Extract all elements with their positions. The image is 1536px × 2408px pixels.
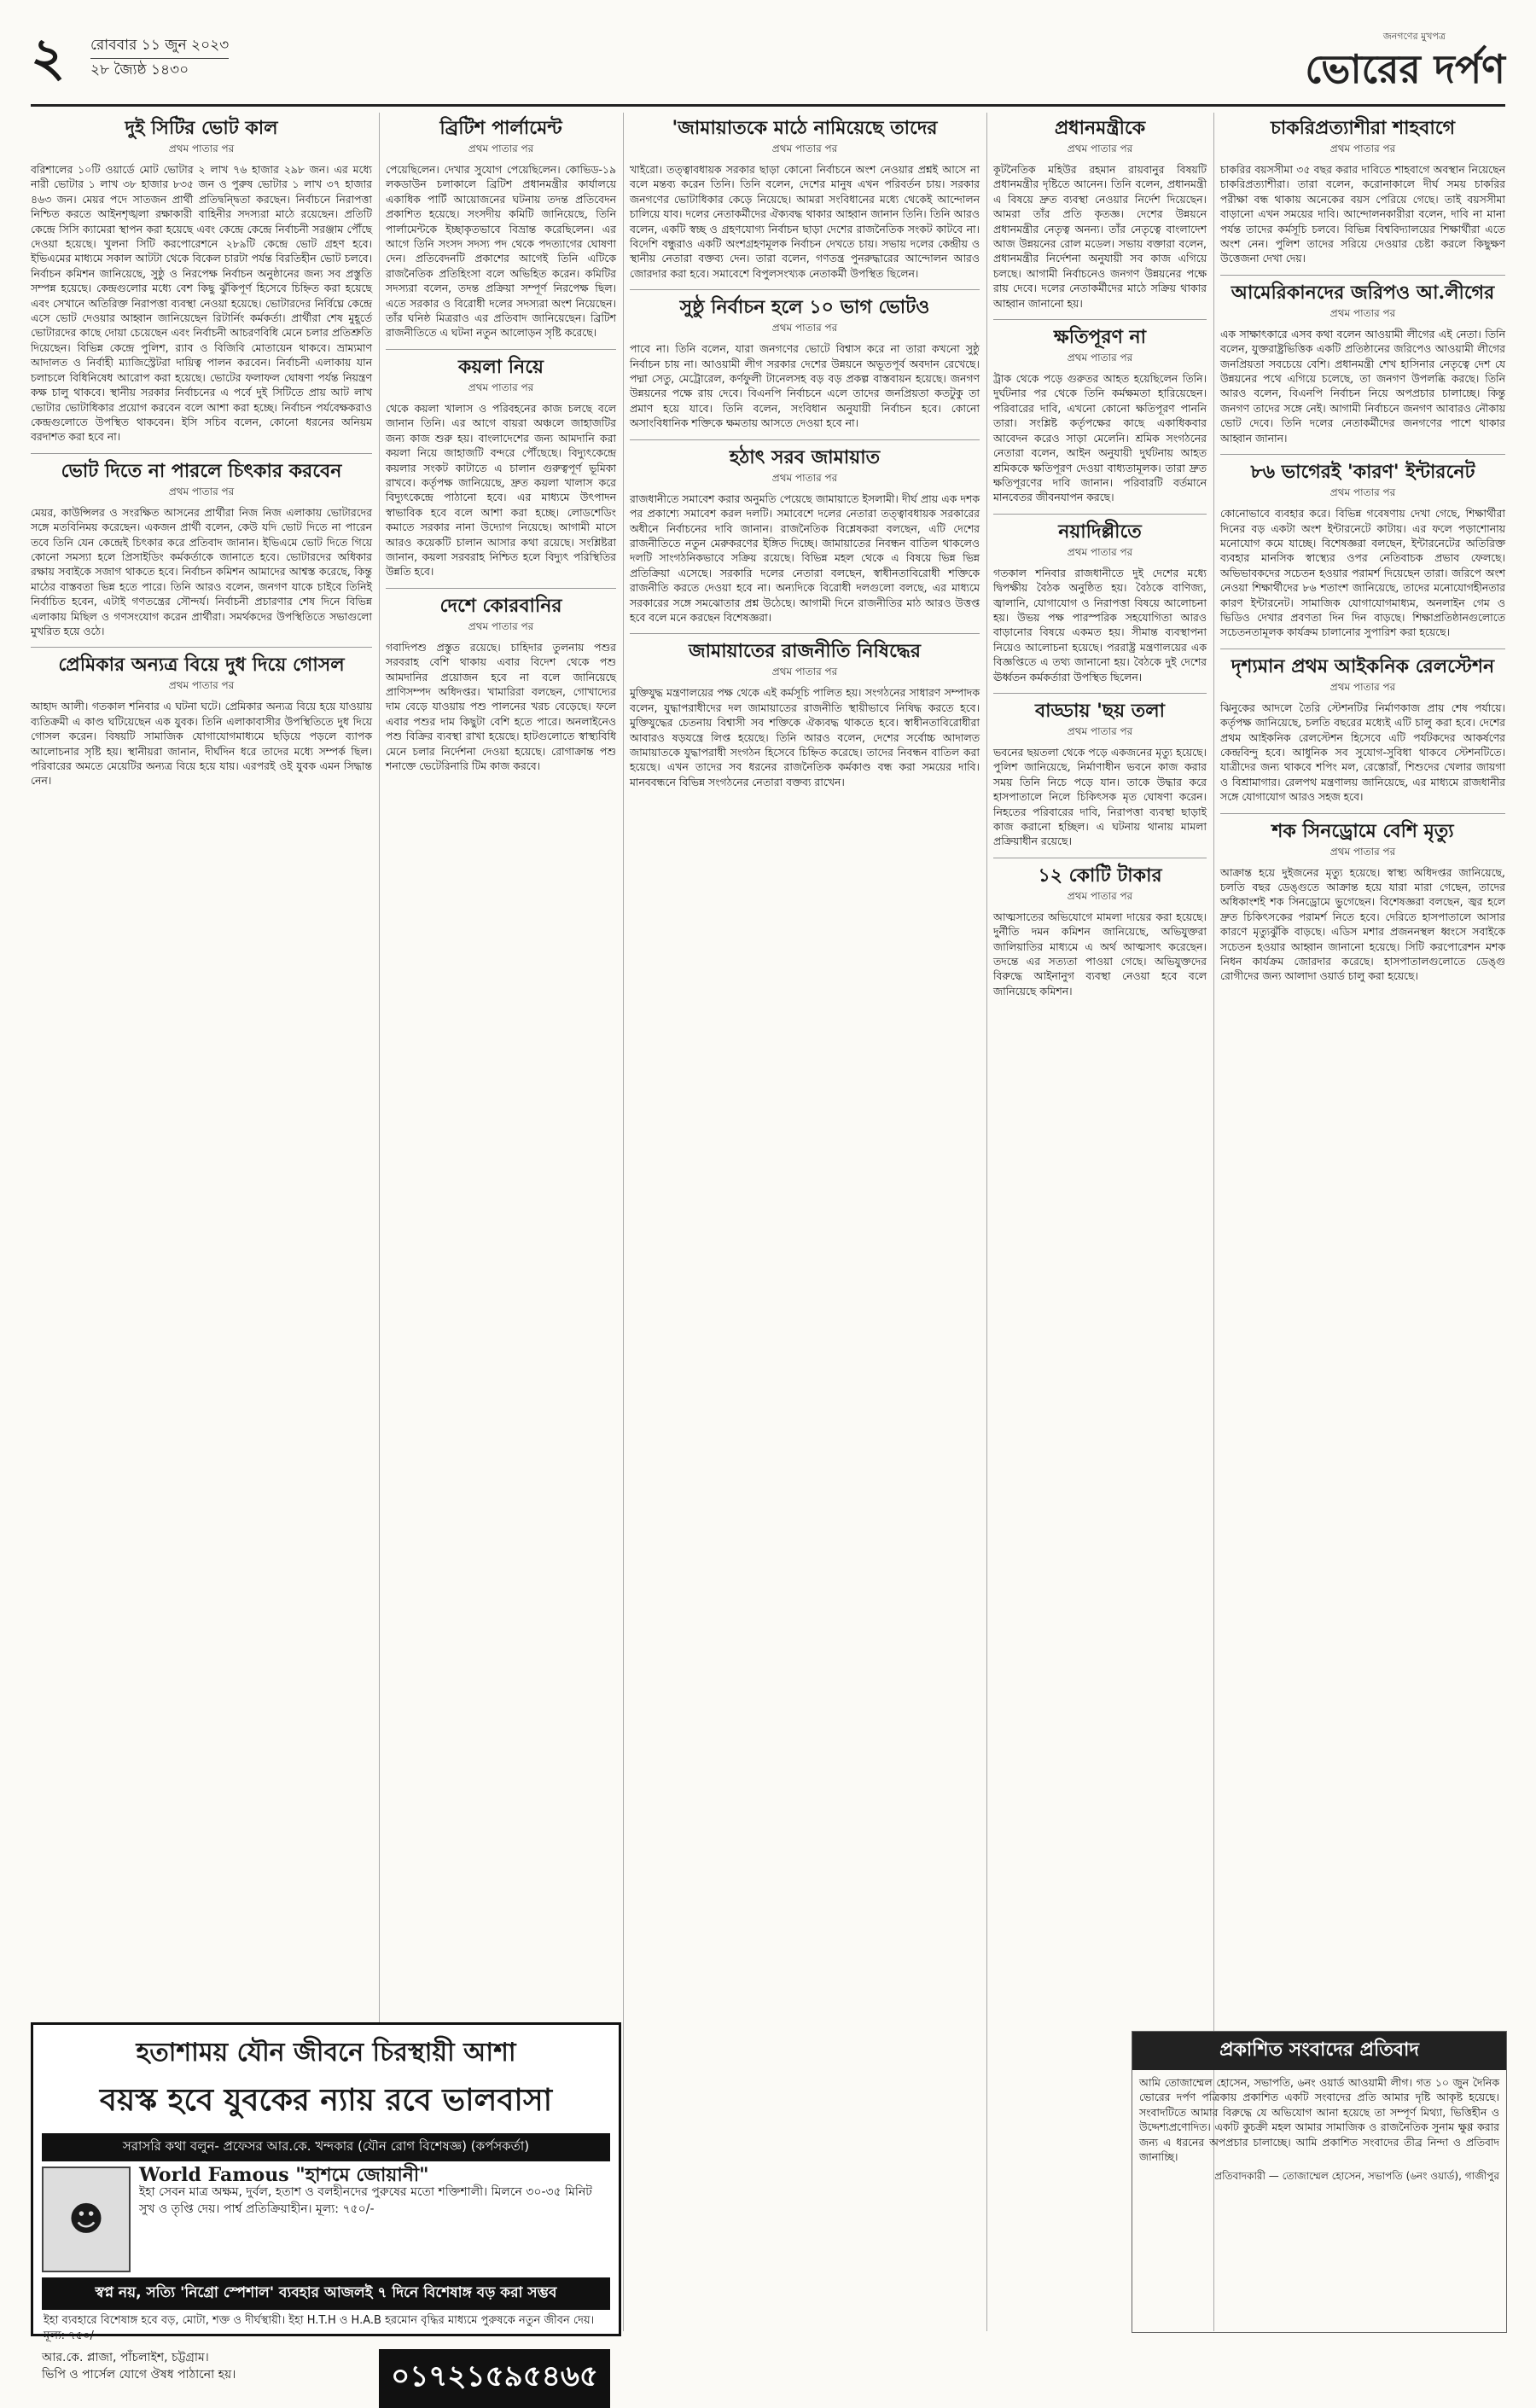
- continued-label: প্রথম পাতার পর: [1329, 680, 1396, 693]
- headline: কয়লা নিয়ে: [457, 355, 544, 378]
- ad-banner-2: স্বপ্ন নয়, সত্যি 'নিগ্রো স্পেশাল' ব্যবহার আজলই ৭ দিনে বিশেষাঙ্গ বড় করা সম্ভব: [42, 2277, 610, 2310]
- newspaper-page: [31, 24, 1505, 2393]
- headline: ১২ কোটি টাকার: [1038, 864, 1162, 887]
- protest-notice: [1132, 2031, 1507, 2333]
- continued-label: প্রথম পাতার পর: [468, 143, 534, 154]
- person-icon: ☻: [42, 2167, 131, 2272]
- story-body: খাইরো। তত্ত্বাবধায়ক সরকার ছাড়া কোনো নির্বাচনে অংশ নেওয়ার প্রশ্নই আসে না বলে মন্তব্য করেন তিনি। তিনি বলেন, দেশের মানুষ এখন পরিবর্তন চায়। সরকার জনগণের ভোটাধিকার কেড়ে নিয়েছে। আমরা সংবিধানের মধ্যে থেকেই আন্দোলন চালিয়ে যাব। দলের নেতাকর্মীদের ঐক্যবদ্ধ থাকার আহ্বান জানান তিনি। তিনি আরও বলেন, একটি স্বচ্ছ ও গ্রহণযোগ্য নির্বাচন ছাড়া দেশের রাজনৈতিক সংকট কাটবে না। বিদেশি বন্ধুরাও একটি অংশগ্রহণমূলক নির্বাচন দেখতে চায়। সভায় দলের কেন্দ্রীয় ও স্থানীয় নেতারা বক্তব্য দেন। তারা বলেন, গণতন্ত্র পুনরুদ্ধারের আন্দোলন আরও জোরদার করা হবে। সমাবেশে বিপুলসংখ্যক নেতাকর্মী উপস্থিত ছিলেন।: [630, 163, 980, 280]
- story-body: আত্মসাতের অভিযোগে মামলা দায়ের করা হয়েছে। দুর্নীতি দমন কমিশন জানিয়েছে, অভিযুক্তরা জালিয়াতির মাধ্যমে এ অর্থ আত্মসাৎ করেছেন। তদন্তে এর সত্যতা পাওয়া গেছে। অভিযুক্তদের বিরুদ্ধে আইনানুগ ব্যবস্থা নেওয়া হবে বলে জানিয়েছে কমিশন।: [993, 910, 1207, 998]
- headline: দুই সিটির ভোট কাল: [125, 117, 278, 139]
- headline: প্রেমিকার অন্যত্র বিয়ে দুধ দিয়ে গোসল: [58, 654, 345, 677]
- continued-label: প্রথম পাতার পর: [1067, 889, 1133, 902]
- continued-label: প্রথম পাতার পর: [168, 143, 235, 154]
- story: [31, 116, 372, 445]
- continued-label: প্রথম পাতার পর: [168, 485, 235, 497]
- column-rule: [623, 113, 624, 2331]
- continued-label: প্রথম পাতার পর: [771, 143, 838, 154]
- continued-label: প্রথম পাতার পর: [1329, 486, 1396, 499]
- column-rule: [1213, 113, 1214, 2331]
- protest-signature: প্রতিবাদকারী — তোজাম্মেল হোসেন, সভাপতি (৬নং ওয়ার্ড), গাজীপুর: [1214, 2170, 1499, 2183]
- divider: [31, 647, 372, 648]
- ad-phone-number: ০১৭২১৫৯৫৪৬৫: [379, 2349, 610, 2408]
- story-body: আক্রান্ত হয়ে দুইজনের মৃত্যু হয়েছে। স্বাস্থ্য অধিদপ্তর জানিয়েছে, চলতি বছর ডেঙ্গুতে আক্রান্ত হয়ে যারা মারা গেছেন, তাদের অধিকাংশই শক সিনড্রোমে ভুগেছেন। বিশেষজ্ঞরা বলছেন, জ্বর হলে দ্রুত চিকিৎসকের পরামর্শ নিতে হবে। দেরিতে হাসপাতালে আসার কারণে মৃত্যুঝুঁকি বাড়ছে। এডিস মশার প্রজননস্থল ধ্বংসে সবাইকে সচেতন হওয়ার আহ্বান জানানো হয়েছে। সিটি করপোরেশন মশক নিধন কার্যক্রম জোরদার করেছে। হাসপাতালগুলোতে ডেঙ্গু রোগীদের জন্য আলাদা ওয়ার্ড চালু করা হয়েছে।: [1220, 865, 1505, 983]
- headline: চাকরিপ্রত্যাশীরা শাহবাগে: [1270, 117, 1455, 139]
- headline: প্রধানমন্ত্রীকে: [1054, 117, 1146, 139]
- ad-address: [42, 2349, 379, 2408]
- story-body: ঝিনুকের আদলে তৈরি স্টেশনটির নির্মাণকাজ প্রায় শেষ পর্যায়ে। কর্তৃপক্ষ জানিয়েছে, চলতি বছরের মধ্যেই এটি চালু করা হবে। দেশের প্রথম আইকনিক রেলস্টেশন হিসেবে এটি পর্যটকদের আকর্ষণের কেন্দ্রবিন্দু হবে। আধুনিক সব সুযোগ-সুবিধা থাকবে স্টেশনটিতে। যাত্রীদের জন্য থাকবে শপিং মল, রেস্তোরাঁ, শিশুদের খেলার জায়গা ও বিশ্রামাগার। রেলপথ মন্ত্রণালয় জানিয়েছে, এর মাধ্যমে রাজধানীর সঙ্গে যোগাযোগ আরও সহজ হবে।: [1220, 701, 1505, 804]
- story-body: থেকে কয়লা খালাস ও পরিবহনের কাজ চলছে বলে জানান তিনি। এর আগে বায়রা অঞ্চলে জাহাজটির জন্য কাজ শুরু হয়। বাংলাদেশের জন্য আমদানি করা কয়লা নিয়ে জাহাজটি বন্দরে পৌঁছেছে। বিদ্যুৎকেন্দ্রে কয়লার সংকট কাটাতে এ চালান গুরুত্বপূর্ণ ভূমিকা রাখবে। কর্তৃপক্ষ জানিয়েছে, দ্রুত কয়লা খালাস করে বিদ্যুৎকেন্দ্রে পাঠানো হবে। এর মাধ্যমে উৎপাদন স্বাভাবিক হবে বলে আশা করা হচ্ছে। লোডশেডিং কমাতে সরকার নানা উদ্যোগ নিয়েছে। আগামী মাসে আরও কয়েকটি চালান আসার কথা রয়েছে। সংশ্লিষ্টরা জানান, কয়লা সরবরাহ নিশ্চিত হলে বিদ্যুৎ পরিস্থিতির উন্নতি হবে।: [386, 401, 616, 579]
- story: [993, 864, 1207, 998]
- story-body: চাকরির বয়সসীমা ৩৫ বছর করার দাবিতে শাহবাগে অবস্থান নিয়েছেন চাকরিপ্রত্যাশীরা। তারা বলেন, করোনাকালে দীর্ঘ সময় চাকরির পরীক্ষা বন্ধ থাকায় অনেকের বয়স পেরিয়ে গেছে। তাই বয়সসীমা বাড়ানো এখন সময়ের দাবি। আন্দোলনকারীরা বলেন, দাবি না মানা পর্যন্ত তাদের কর্মসূচি চলবে। বিভিন্ন বিশ্ববিদ্যালয়ের শিক্ষার্থীরা এতে অংশ নেন। পুলিশ তাদের সরিয়ে দেওয়ার চেষ্টা করলে কিছুক্ষণ উত্তেজনা দেখা দেয়।: [1220, 163, 1505, 265]
- story: [31, 459, 372, 639]
- divider: [630, 289, 980, 290]
- headline: হঠাৎ সরব জামায়াত: [729, 445, 881, 468]
- ad-world-famous: World Famous "হাশমে জোয়ানী": [139, 2164, 429, 2186]
- date-bengali: ২৮ জ্যৈষ্ঠ ১৪৩০: [90, 61, 189, 79]
- story: [993, 325, 1207, 505]
- headline: ৮৬ ভাগেরই 'কারণ' ইন্টারনেট: [1250, 461, 1475, 484]
- continued-label: প্রথম পাতার পর: [771, 471, 838, 484]
- masthead: [31, 24, 1505, 107]
- ad-address-line: আর.কে. প্লাজা, পাঁচলাইশ, চট্টগ্রাম।: [42, 2351, 209, 2364]
- continued-label: প্রথম পাতার পর: [468, 381, 534, 393]
- continued-label: প্রথম পাতার পর: [1329, 306, 1396, 319]
- story: [630, 295, 980, 430]
- story: [1220, 654, 1505, 805]
- story-body: ট্রাক থেকে পড়ে গুরুতর আহত হয়েছিলেন তিনি। দুর্ঘটনার পর থেকে তিনি কর্মক্ষমতা হারিয়েছেন। পরিবারের দাবি, এখনো কোনো ক্ষতিপূরণ পাননি তারা। সংশ্লিষ্ট কর্তৃপক্ষের কাছে একাধিকবার আবেদন করেও সাড়া মেলেনি। শ্রমিক সংগঠনের নেতারা বলেন, আইন অনুযায়ী দুর্ঘটনায় আহত শ্রমিককে ক্ষতিপূরণ দেওয়া বাধ্যতামূলক। তারা দ্রুত ক্ষতিপূরণের দাবি জানান। পরিবারটি বর্তমানে মানবেতর জীবনযাপন করছে।: [993, 372, 1207, 504]
- ad-headline-2: বয়স্ক হবে যুবকের ন্যায় রবে ভালবাসা: [99, 2082, 553, 2118]
- column-4: [993, 113, 1207, 2331]
- story: [31, 653, 372, 788]
- story-body: এক সাক্ষাৎকারে এসব কথা বলেন আওয়ামী লীগের এই নেতা। তিনি বলেন, যুক্তরাষ্ট্রভিত্তিক একটি প্রতিষ্ঠানের জরিপেও আওয়ামী লীগের জনপ্রিয়তা সবচেয়ে বেশি। প্রধানমন্ত্রী শেখ হাসিনার নেতৃত্বে দেশ যে উন্নয়নের পথে এগিয়ে চলেছে, তা জনগণ উপলব্ধি করছে। তিনি আরও বলেন, বিএনপি নির্বাচন নিয়ে অপপ্রচার চালাচ্ছে। কিন্তু জনগণ তাদের সঙ্গে নেই। আগামী নির্বাচনে জনগণ আবারও নৌকায় ভোট দেবে। তিনি দলের নেতাকর্মীদের জনগণের পাশে থাকার আহ্বান জানান।: [1220, 327, 1505, 445]
- story: [630, 639, 980, 789]
- story: [630, 445, 980, 625]
- continued-label: প্রথম পাতার পর: [771, 322, 838, 334]
- headline: ক্ষতিপূরণ না: [1053, 326, 1147, 349]
- ad-headline-1: হতাশাময় যৌন জীবনে চিরস্থায়ী আশা: [136, 2038, 516, 2068]
- brand-logo: [1249, 29, 1505, 96]
- continued-label: প্রথম পাতার পর: [168, 679, 235, 692]
- protest-title: প্রকাশিত সংবাদের প্রতিবাদ: [1132, 2032, 1506, 2070]
- story-body: মুক্তিযুদ্ধ মন্ত্রণালয়ের পক্ষ থেকে এই কর্মসূচি পালিত হয়। সংগঠনের সাধারণ সম্পাদক বলেন, যুদ্ধাপরাধীদের দল জামায়াতের রাজনীতি স্থায়ীভাবে নিষিদ্ধ করতে হবে। মুক্তিযুদ্ধের চেতনায় বিশ্বাসী সব শক্তিকে ঐক্যবদ্ধ থাকতে হবে। স্বাধীনতাবিরোধীরা আবারও ষড়যন্ত্রে লিপ্ত হয়েছে। তিনি আরও বলেন, দেশের সর্বোচ্চ আদালত জামায়াতকে যুদ্ধাপরাধী সংগঠন হিসেবে চিহ্নিত করেছে। তাদের নিবন্ধন বাতিল করা হয়েছে। এখন তাদের সব ধরনের রাজনৈতিক কর্মকাণ্ড বন্ধ করা সময়ের দাবি। মানববন্ধনে বিভিন্ন সংগঠনের নেতারা বক্তব্য রাখেন।: [630, 686, 980, 788]
- column-rule: [986, 113, 987, 2331]
- headline: আমেরিকানদের জরিপও আ.লীগের: [1231, 281, 1495, 304]
- brand-tagline: জনগণের মুখপত্র: [1382, 31, 1446, 42]
- headline: ভোট দিতে না পারলে চিৎকার করবেন: [61, 459, 342, 482]
- divider: [1220, 454, 1505, 455]
- headline: দৃশ্যমান প্রথম আইকনিক রেলস্টেশন: [1231, 654, 1495, 678]
- divider: [993, 514, 1207, 515]
- divider: [386, 349, 616, 350]
- continued-label: প্রথম পাতার পর: [1067, 143, 1133, 154]
- ad-footer: [42, 2349, 610, 2408]
- continued-label: প্রথম পাতার পর: [771, 666, 838, 678]
- ad-details: ইহা ব্যবহারে বিশেষাঙ্গ হবে বড়, মোটা, শক্ত ও দীর্ঘস্থায়ী। ইহা H.T.H ও H.A.B হরমোন বৃদ্ধির মাধ্যমে পুরুষকে নতুন জীবন দেয়। মূল্য: ৭৫০/-: [44, 2314, 595, 2342]
- column-rule: [379, 113, 380, 2331]
- story: [1220, 819, 1505, 984]
- headline: দেশে কোরবানির: [439, 594, 562, 617]
- column-5: [1220, 113, 1505, 1930]
- continued-label: প্রথম পাতার পর: [1329, 845, 1396, 858]
- headline: বাড্ডায় 'ছয় তলা: [1034, 699, 1166, 722]
- story: [993, 520, 1207, 684]
- headline: শক সিনড্রোমে বেশি মৃত্যু: [1271, 819, 1454, 842]
- brand-name: ভোরের দর্পণ: [1305, 46, 1505, 92]
- ad-description: ইহা সেবন মাত্র অক্ষম, দুর্বল, হতাশ ও বলহীনদের পুরুষের মতো শক্তিশালী। মিলনে ৩০-৩৫ মিনিট সুখ ও তৃপ্তি দেয়। পার্শ্ব প্রতিক্রিয়াহীন। মূল্য: ৭৫০/-: [139, 2185, 592, 2216]
- protest-body: আমি তোজাম্মেল হোসেন, সভাপতি, ৬নং ওয়ার্ড আওয়ামী লীগ। গত ১০ জুন দৈনিক ভোরের দর্পণ পত্রিকায় প্রকাশিত একটি সংবাদের প্রতি আমার দৃষ্টি আকৃষ্ট হয়েছে। সংবাদটিতে আমার বিরুদ্ধে যে অভিযোগ আনা হয়েছে তা সম্পূর্ণ মিথ্যা, ভিত্তিহীন ও উদ্দেশ্যপ্রণোদিত। একটি কুচক্রী মহল আমার সামাজিক ও রাজনৈতিক সুনাম ক্ষুণ্ণ করার জন্য এ ধরনের অপপ্রচার চালাচ্ছে। আমি প্রকাশিত সংবাদের তীব্র নিন্দা ও প্রতিবাদ জানাচ্ছি।: [1139, 2076, 1499, 2164]
- story-body: রাজধানীতে সমাবেশ করার অনুমতি পেয়েছে জামায়াতে ইসলামী। দীর্ঘ প্রায় এক দশক পর প্রকাশ্যে সমাবেশ করল দলটি। সমাবেশে দলের নেতারা তত্ত্বাবধায়ক সরকারের অধীনে নির্বাচনের দাবি জানান। রাজনৈতিক বিশ্লেষকরা বলছেন, এটি দেশের রাজনীতিতে নতুন মেরুকরণের ইঙ্গিত দিচ্ছে। জামায়াতের নিবন্ধন বাতিল থাকলেও দলটি সাংগঠনিকভাবে সক্রিয় রয়েছে। বিভিন্ন মহল থেকে এ বিষয়ে ভিন্ন ভিন্ন প্রতিক্রিয়া এসেছে। সরকারি দলের নেতারা বলছেন, স্বাধীনতাবিরোধী শক্তিকে রাজনীতি করতে দেওয়া হবে না। অন্যদিকে বিরোধী দলগুলো বলছে, এর মাধ্যমে সরকারের সঙ্গে সমঝোতার প্রশ্ন উঠেছে। আগামী দিনে রাজনীতির মাঠ আরও উত্তপ্ত হবে বলে মনে করছেন বিশেষজ্ঞরা।: [630, 491, 980, 624]
- ad-delivery-line: ভিপি ও পার্সেল যোগে ঔষধ পাঠানো হয়।: [42, 2368, 236, 2382]
- date-block: [90, 34, 229, 81]
- story-body: গতকাল শনিবার রাজধানীতে দুই দেশের মধ্যে দ্বিপক্ষীয় বৈঠক অনুষ্ঠিত হয়। বৈঠকে বাণিজ্য, জ্বালানি, যোগাযোগ ও নিরাপত্তা বিষয়ে আলোচনা হয়। উভয় পক্ষ পারস্পরিক সহযোগিতা আরও বাড়ানোর বিষয়ে একমত হয়। সীমান্ত ব্যবস্থাপনা নিয়েও আলোচনা হয়েছে। পররাষ্ট্র মন্ত্রণালয়ের এক বিজ্ঞপ্তিতে এ তথ্য জানানো হয়। বৈঠকে দুই দেশের ঊর্ধ্বতন কর্মকর্তারা উপস্থিত ছিলেন।: [993, 566, 1207, 683]
- story: [386, 116, 616, 340]
- ad-middle: [42, 2164, 610, 2272]
- headline: জামায়াতের রাজনীতি নিষিদ্ধের: [688, 640, 922, 663]
- divider: [630, 439, 980, 440]
- story: [386, 355, 616, 579]
- story: [1220, 116, 1505, 266]
- continued-label: প্রথম পাতার পর: [1067, 724, 1133, 737]
- continued-label: প্রথম পাতার পর: [1067, 545, 1133, 558]
- continued-label: প্রথম পাতার পর: [1329, 143, 1396, 154]
- divider: [993, 693, 1207, 694]
- divider: [1220, 275, 1505, 276]
- divider: [630, 633, 980, 634]
- story: [386, 594, 616, 774]
- headline: সুষ্ঠু নির্বাচন হলে ১০ ভাগ ভোটও: [679, 296, 930, 319]
- story-body: কূটনৈতিক মহিউর রহমান রায়বানুর বিষয়টি প্রধানমন্ত্রীর দৃষ্টিতে আনেন। তিনি বলেন, প্রধানমন্ত্রী এ বিষয়ে দ্রুত ব্যবস্থা নেওয়ার নির্দেশ দিয়েছেন। আমরা তাঁর প্রতি কৃতজ্ঞ। দেশের উন্নয়নে প্রধানমন্ত্রীর নেতৃত্ব অনন্য। তাঁর নেতৃত্বে বাংলাদেশ আজ উন্নয়নের রোল মডেল। সভায় বক্তারা বলেন, প্রধানমন্ত্রীর নির্দেশনা অনুযায়ী সব কাজ এগিয়ে চলছে। আগামী নির্বাচনেও জনগণ উন্নয়নের পক্ষে রায় দেবে। দলের নেতাকর্মীদের মাঠে সক্রিয় থাকার আহ্বান জানানো হয়।: [993, 163, 1207, 310]
- columns: [31, 113, 1505, 2393]
- divider: [31, 453, 372, 454]
- ad-contact-banner: সরাসরি কথা বলুন- প্রফেসর আর.কে. খন্দকার (যৌন রোগ বিশেষজ্ঞ) (কর্পসকর্তা): [42, 2133, 610, 2161]
- story-body: গবাদিপশু প্রস্তুত রয়েছে। চাহিদার তুলনায় পশুর সরবরাহ বেশি থাকায় এবার বিদেশ থেকে পশু আমদানির প্রয়োজন হবে না বলে জানিয়েছে প্রাণিসম্পদ অধিদপ্তর। খামারিরা বলছেন, গোখাদ্যের দাম বেড়ে যাওয়ায় পশু পালনের খরচ বেড়েছে। ফলে এবার পশুর দাম কিছুটা বেশি হতে পারে। অনলাইনেও পশু বিক্রির ব্যবস্থা রাখা হয়েছে। হাটগুলোতে স্বাস্থ্যবিধি মেনে চলার নির্দেশনা দেওয়া হয়েছে। রোগাক্রান্ত পশু শনাক্তে ভেটেরিনারি টিম কাজ করবে।: [386, 640, 616, 772]
- story: [1220, 281, 1505, 445]
- continued-label: প্রথম পাতার পর: [1067, 352, 1133, 364]
- story-body: পেয়েছিলেন। দেখার সুযোগ পেয়েছিলেন। কোভিড-১৯ লকডাউন চলাকালে ব্রিটিশ প্রধানমন্ত্রীর কার্যালয়ে একাধিক পার্টি আয়োজনের ঘটনায় তদন্ত প্রতিবেদন প্রকাশিত হয়েছে। সংসদীয় কমিটি জানিয়েছে, তিনি পার্লামেন্টকে ইচ্ছাকৃতভাবে বিভ্রান্ত করেছিলেন। এর আগে তিনি সংসদ সদস্য পদ থেকে পদত্যাগের ঘোষণা দেন। প্রতিবেদনটি প্রকাশের আগেই তিনি এটিকে রাজনৈতিক প্রতিহিংসা বলে অভিহিত করেন। কমিটির সদস্যরা বলেন, তদন্ত প্রক্রিয়া সম্পূর্ণ নিরপেক্ষ ছিল। এতে সরকার ও বিরোধী দলের সদস্যরা অংশ নিয়েছেন। তাঁর ঘনিষ্ঠ মিত্ররাও এর প্রতিবাদ জানিয়েছেন। ব্রিটিশ রাজনীতিতে এ ঘটনা নতুন আলোড়ন সৃষ্টি করেছে।: [386, 163, 616, 340]
- column-2: [386, 113, 616, 2015]
- divider: [1220, 813, 1505, 814]
- divider: [993, 319, 1207, 320]
- column-3: [630, 113, 980, 2331]
- story-body: ভবনের ছয়তলা থেকে পড়ে একজনের মৃত্যু হয়েছে। পুলিশ জানিয়েছে, নির্মাণাধীন ভবনে কাজ করার সময় তিনি নিচে পড়ে যান। তাকে উদ্ধার করে হাসপাতালে নিলে চিকিৎসক মৃত ঘোষণা করেন। নিহতের পরিবারের দাবি, নিরাপত্তা ব্যবস্থা ছাড়াই কাজ করানো হচ্ছিল। এ ঘটনায় থানায় মামলা প্রক্রিয়াধীন রয়েছে।: [993, 745, 1207, 848]
- story: [1220, 460, 1505, 640]
- story-body: মেয়র, কাউন্সিলর ও সংরক্ষিত আসনের প্রার্থীরা নিজ নিজ এলাকায় ভোটারদের সঙ্গে মতবিনিময় করেছেন। একজন প্রার্থী বলেন, কেউ যদি ভোট দিতে না পারেন তবে তিনি যেন কেন্দ্রেই চিৎকার করে প্রতিবাদ জানান। ইভিএমে ভোট দিতে গিয়ে কোনো সমস্যা হলে প্রিসাইডিং কর্মকর্তাকে জানাতে হবে। ভোটারদের অধিকার রক্ষায় সবাইকে সজাগ থাকতে হবে। নির্বাচন কমিশন আমাদের আশ্বস্ত করেছে, কিন্তু মাঠের বাস্তবতা ভিন্ন হতে পারে। তিনি আরও বলেন, জনগণ যাকে চাইবে তিনিই নির্বাচিত হবেন, এটাই গণতন্ত্রের সৌন্দর্য। নির্বাচনী প্রচারণার শেষ দিনে বিভিন্ন এলাকায় মিছিল ও গণসংযোগ করেন প্রার্থীরা। সমর্থকদের উপস্থিতিতে সভাগুলো মুখরিত হয়ে ওঠে।: [31, 505, 372, 637]
- story-body: কোনোভাবে ব্যবহার করে। বিভিন্ন গবেষণায় দেখা গেছে, শিক্ষার্থীরা দিনের বড় একটা অংশ ইন্টারনেটে কাটায়। এর ফলে পড়াশোনায় মনোযোগ কমে যাচ্ছে। বিশেষজ্ঞরা বলছেন, ইন্টারনেটের অতিরিক্ত ব্যবহার মানসিক স্বাস্থ্যের ওপর নেতিবাচক প্রভাব ফেলছে। অভিভাবকদের সচেতন হওয়ার পরামর্শ দিয়েছেন তারা। জরিপে অংশ নেওয়া শিক্ষার্থীদের ৮৬ শতাংশ জানিয়েছে, তাদের মনোযোগহীনতার কারণ ইন্টারনেট। সামাজিক যোগাযোগমাধ্যম, অনলাইন গেম ও ভিডিও দেখার প্রবণতা দিন দিন বাড়ছে। শিক্ষাপ্রতিষ্ঠানগুলোতে সচেতনতামূলক কার্যক্রম চালানোর সুপারিশ করা হয়েছে।: [1220, 507, 1505, 639]
- story-body: পাবে না। তিনি বলেন, যারা জনগণের ভোটে বিশ্বাস করে না তারা কখনো সুষ্ঠু নির্বাচন চায় না। আওয়ামী লীগ সরকার দেশের উন্নয়নে অভূতপূর্ব অবদান রেখেছে। পদ্মা সেতু, মেট্রোরেল, কর্ণফুলী টানেলসহ বড় বড় প্রকল্প বাস্তবায়ন হয়েছে। জনগণ উন্নয়নের পক্ষে রায় দেবে। বিএনপি নির্বাচনে এলে তাদের জনপ্রিয়তা কতটুকু তা প্রমাণ হয়ে যাবে। তিনি বলেন, সংবিধান অনুযায়ী নির্বাচন হবে। কোনো অসাংবিধানিক শক্তিকে ক্ষমতায় আসতে দেওয়া হবে না।: [630, 342, 980, 430]
- story: [993, 116, 1207, 311]
- headline: ব্রিটিশ পার্লামেন্ট: [439, 117, 562, 139]
- headline: 'জামায়াতকে মাঠে নামিয়েছে তাদের: [672, 117, 938, 139]
- advertisement: [31, 2022, 621, 2393]
- date-gregorian: রোববার ১১ জুন ২০২৩: [90, 34, 229, 59]
- story-body: বরিশালের ১০টি ওয়ার্ডে মোট ভোটার ২ লাখ ৭৬ হাজার ২৯৮ জন। এর মধ্যে নারী ভোটার ১ লাখ ৩৮ হাজার ৮৩৫ জন ও পুরুষ ভোটার ১ লাখ ৩৭ হাজার ৪৬৩ জন। মেয়র পদে সাতজন প্রার্থী প্রতিদ্বন্দ্বিতা করছেন। নির্বাচনে নিরাপত্তা নিশ্চিত করতে আইনশৃঙ্খলা রক্ষাকারী বাহিনীর সদস্যরা মাঠে রয়েছেন। প্রতিটি কেন্দ্রে সিসি ক্যামেরা স্থাপন করা হয়েছে এবং কেন্দ্রে কেন্দ্রে নির্বাচনী সরঞ্জাম পৌঁছে দেওয়া হয়েছে। খুলনা সিটি করপোরেশনে ২৮৯টি কেন্দ্রে ভোট গ্রহণ হবে। ইভিএমের মাধ্যমে সকাল আটটা থেকে বিকেল চারটা পর্যন্ত বিরতিহীন ভোট চলবে। নির্বাচন কমিশন জানিয়েছে, সুষ্ঠু ও নিরপেক্ষ নির্বাচন অনুষ্ঠানের জন্য সব প্রস্তুতি সম্পন্ন হয়েছে। কেন্দ্রগুলোর মধ্যে বেশ কিছু ঝুঁকিপূর্ণ হিসেবে চিহ্নিত করা হয়েছে এবং সেখানে অতিরিক্ত নিরাপত্তা ব্যবস্থা নেওয়া হয়েছে। ভোটারদের নির্বিঘ্নে কেন্দ্রে এসে ভোট দেওয়ার আহ্বান জানিয়েছেন রিটার্নিং কর্মকর্তা। প্রার্থীরা শেষ মুহূর্তে ভোটারদের কাছে দোয়া চেয়েছেন এবং নির্বাচনী আচরণবিধি মেনে চলার প্রতিশ্রুতি দিয়েছেন। বিভিন্ন কেন্দ্রে পুলিশ, র‍্যাব ও বিজিবি মোতায়েন থাকবে। ভ্রাম্যমাণ আদালত ও নির্বাহী ম্যাজিস্ট্রেটরা দায়িত্ব পালন করবেন। নির্বাচনী এলাকায় যান চলাচলে বিধিনিষেধ আরোপ করা হয়েছে। ভোটের ফলাফল ঘোষণা পর্যন্ত নিয়ন্ত্রণ কক্ষ চালু থাকবে। স্থানীয় সরকার নির্বাচনের এ পর্বে দুই সিটিতে প্রায় আট লাখ ভোটার ভোটাধিকার প্রয়োগ করবেন বলে আশা করা হচ্ছে। নির্বাচন পর্যবেক্ষকরাও কেন্দ্রগুলোতে উপস্থিত থাকবেন। ইসি সচিব বলেন, কোনো ধরনের অনিয়ম বরদাশত করা হবে না।: [31, 163, 372, 444]
- divider: [386, 588, 616, 589]
- page-number: ২: [31, 26, 66, 88]
- story: [630, 116, 980, 281]
- story-body: আহাদ আলী। গতকাল শনিবার এ ঘটনা ঘটে। প্রেমিকার অন্যত্র বিয়ে হয়ে যাওয়ায় ব্যতিক্রমী এ কাণ্ড ঘটিয়েছেন এক যুবক। তিনি এলাকাবাসীর উপস্থিতিতে দুধ দিয়ে গোসল করেন। বিষয়টি সামাজিক যোগাযোগমাধ্যমে ছড়িয়ে পড়লে ব্যাপক আলোচনার সৃষ্টি হয়। স্থানীয়রা জানান, দীর্ঘদিন ধরে তাদের মধ্যে সম্পর্ক ছিল। পরিবারের অমতে মেয়েটির অন্যত্র বিয়ে হয়ে যায়। এরপরই ওই যুবক এমন সিদ্ধান্ত নেন।: [31, 700, 372, 788]
- headline: নয়াদিল্লীতে: [1058, 520, 1142, 543]
- continued-label: প্রথম পাতার পর: [468, 619, 534, 632]
- story: [993, 699, 1207, 849]
- column-1: [31, 113, 372, 2331]
- ad-middle-text: [131, 2164, 610, 2272]
